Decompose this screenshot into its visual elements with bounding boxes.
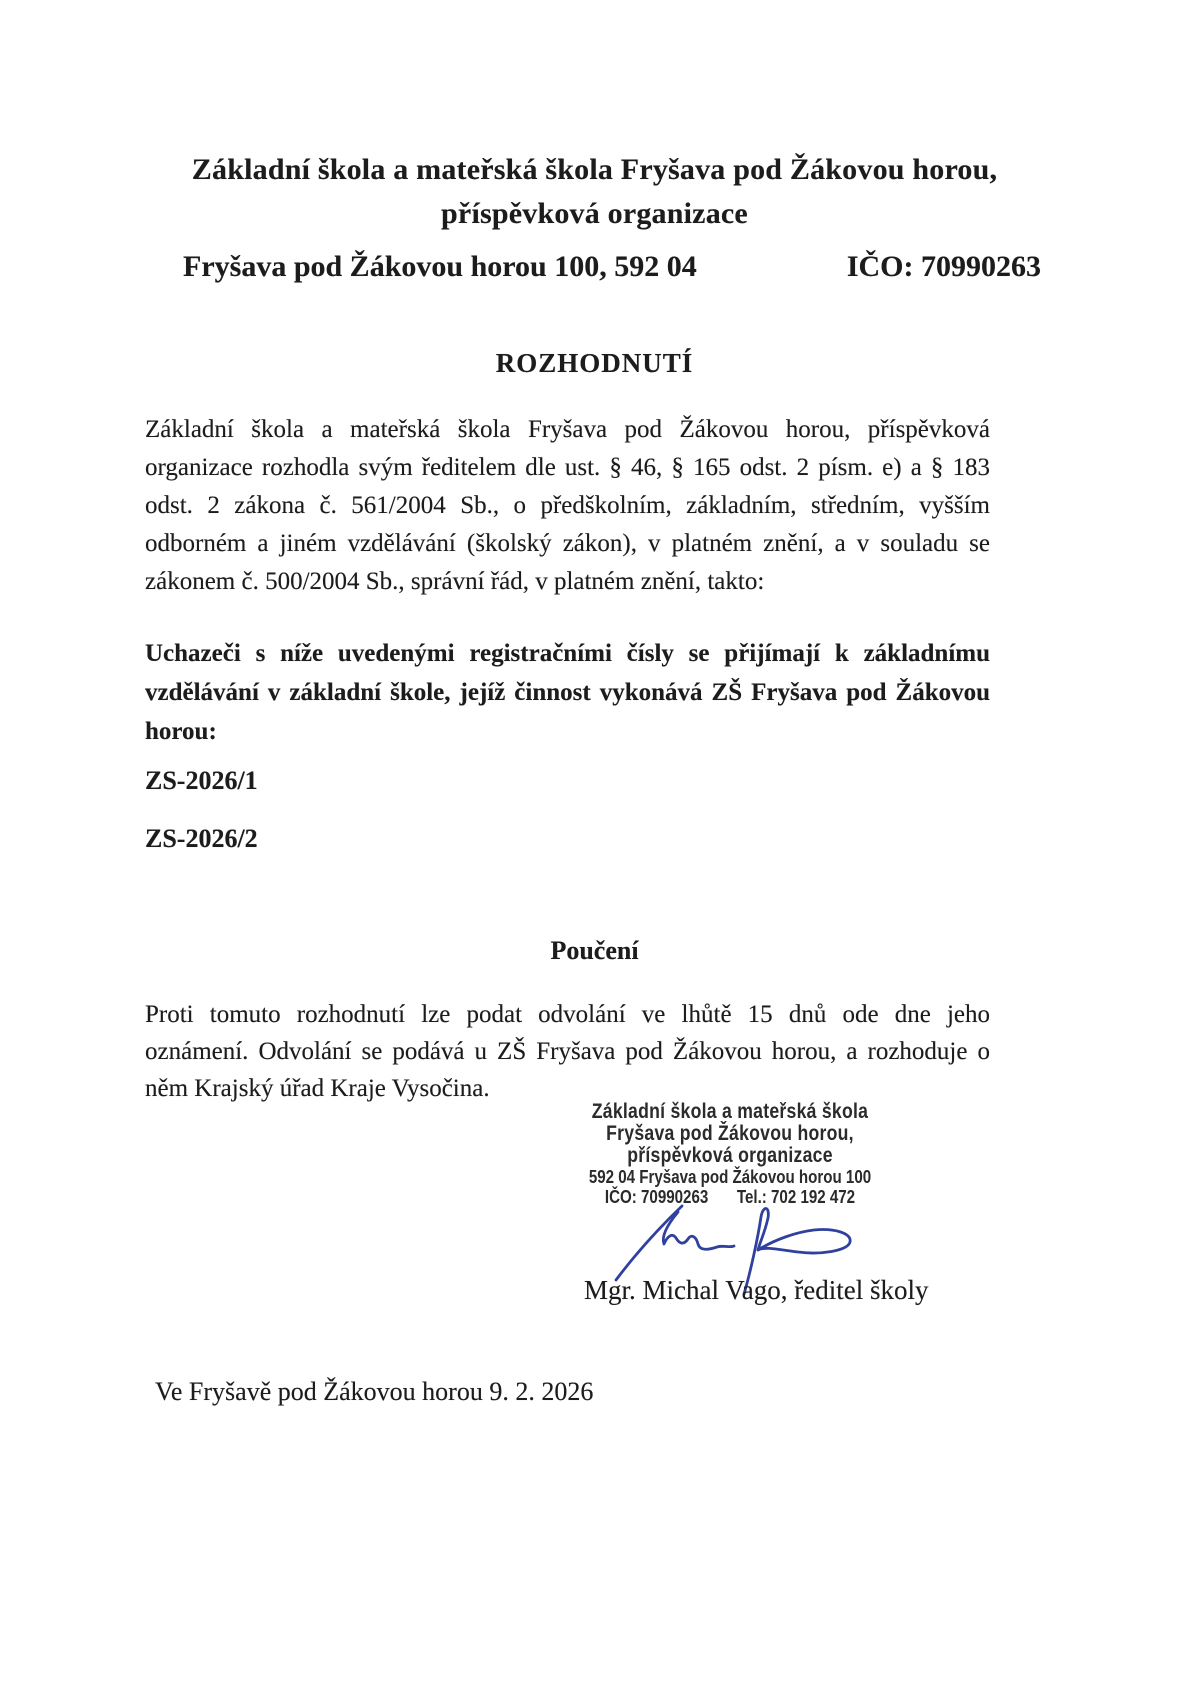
decision-statement-paragraph bbox=[145, 634, 990, 751]
decision-intro-line: organizace rozhodla svým ředitelem dle ust. § 46, § 165 odst. 2 písm. e) a § 183 bbox=[145, 454, 990, 481]
decision-title: ROZHODNUTÍ bbox=[495, 348, 694, 378]
school-name-line2: příspěvková organizace bbox=[441, 197, 748, 230]
school-stamp bbox=[545, 1101, 915, 1207]
stamp-line: Fryšava pod Žákovou horou, bbox=[606, 1122, 854, 1145]
decision-intro-line: Základní škola a mateřská škola Fryšava pod Žákovou horou, příspěvková bbox=[145, 416, 990, 443]
stamp-line: Základní škola a mateřská škola bbox=[591, 1100, 869, 1123]
decision-statement-line: Uchazeči s níže uvedenými registračními čísly se přijímají k základnímu bbox=[145, 640, 990, 667]
decision-intro-line: odborném a jiném vzdělávání (školský zákon), v platném znění, a v souladu se bbox=[145, 530, 990, 557]
signature-name: Mgr. Michal Vago, ředitel školy bbox=[584, 1275, 929, 1305]
decision-intro-paragraph bbox=[145, 411, 990, 601]
decision-intro-line: odst. 2 zákona č. 561/2004 Sb., o předškolním, základním, středním, vyšším bbox=[145, 492, 990, 519]
stamp-line: příspěvková organizace bbox=[627, 1144, 833, 1167]
school-name-line1: Základní škola a mateřská škola Fryšava pod Žákovou horou, bbox=[191, 153, 998, 186]
notice-title: Poučení bbox=[550, 936, 639, 965]
notice-line: Proti tomuto rozhodnutí lze podat odvolání ve lhůtě 15 dnů ode dne jeho bbox=[145, 1001, 990, 1028]
decision-statement-line: horou: bbox=[145, 718, 217, 745]
stamp-tel: Tel.: 702 192 472 bbox=[736, 1187, 856, 1207]
stamp-ico: IČO: 70990263 bbox=[604, 1187, 709, 1207]
notice-paragraph bbox=[145, 996, 990, 1107]
date-place-line: Ve Fryšavě pod Žákovou horou 9. 2. 2026 bbox=[155, 1377, 594, 1406]
stamp-contact-row bbox=[575, 1187, 886, 1207]
school-address: Fryšava pod Žákovou horou 100, 592 04 bbox=[183, 250, 697, 283]
notice-line: něm Krajský úřad Kraje Vysočina. bbox=[145, 1075, 490, 1102]
school-ico: IČO: 70990263 bbox=[846, 250, 1041, 283]
stamp-line: 592 04 Fryšava pod Žákovou horou 100 bbox=[588, 1167, 872, 1187]
decision-statement-line: vzdělávání v základní škole, jejíž činnost vykonává ZŠ Fryšava pod Žákovou bbox=[145, 679, 990, 706]
decision-intro-line: zákonem č. 500/2004 Sb., správní řád, v platném znění, takto: bbox=[145, 568, 765, 595]
notice-line: oznámení. Odvolání se podává u ZŠ Fryšava pod Žákovou horou, a rozhoduje o bbox=[145, 1038, 990, 1065]
registration-number: ZS-2026/1 bbox=[145, 766, 258, 795]
letterhead-address-row bbox=[183, 250, 1041, 284]
registration-number: ZS-2026/2 bbox=[145, 824, 258, 853]
